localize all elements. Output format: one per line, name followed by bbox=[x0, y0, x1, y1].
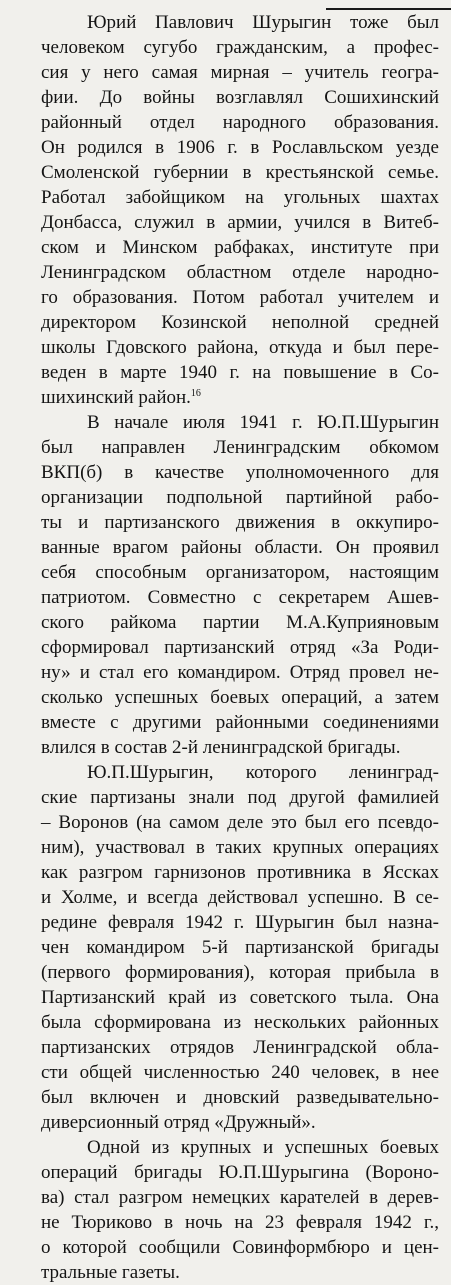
text-line bbox=[41, 1260, 439, 1285]
line-text: районный отдел народного образования. bbox=[41, 112, 439, 133]
text-line bbox=[41, 110, 439, 135]
line-text: ском и Минском рабфаках, институте при bbox=[41, 237, 439, 258]
paragraph-3 bbox=[41, 760, 439, 1135]
text-line bbox=[41, 610, 439, 635]
text-line bbox=[41, 1160, 439, 1185]
line-text: себя способным организатором, настоящим bbox=[41, 562, 439, 583]
line-text: Юрий Павлович Шурыгин тоже был bbox=[87, 12, 439, 33]
text-line bbox=[41, 735, 439, 760]
line-text: был включен и дновский разведывательно- bbox=[41, 1087, 439, 1108]
line-text: Одной из крупных и успешных боевых bbox=[87, 1137, 439, 1158]
text-line bbox=[41, 710, 439, 735]
line-text: чен командиром 5-й партизанской бригады bbox=[41, 937, 439, 958]
line-text: ты и партизанского движения в оккупиро- bbox=[41, 512, 439, 533]
line-text: сколько успешных боевых операций, а затем bbox=[41, 687, 439, 708]
line-text: диверсионный отряд «Дружный». bbox=[41, 1112, 316, 1133]
line-text: ним), участвовал в таких крупных операциях bbox=[41, 837, 439, 858]
line-text: партизанских отрядов Ленинградской обла- bbox=[41, 1037, 439, 1058]
line-text: человеком сугубо гражданским, а профес- bbox=[41, 37, 439, 58]
text-line bbox=[41, 1110, 439, 1135]
line-text: – Воронов (на самом деле это был его псевдо- bbox=[41, 812, 439, 833]
text-line bbox=[41, 760, 439, 785]
text-line bbox=[41, 310, 439, 335]
text-line bbox=[41, 335, 439, 360]
line-text: ского райкома партии М.А.Куприяновым bbox=[41, 612, 439, 633]
paragraph-4 bbox=[41, 1135, 439, 1285]
text-line bbox=[41, 410, 439, 435]
line-text: Ленинградском областном отделе народно- bbox=[41, 262, 439, 283]
line-text: влился в состав 2-й ленинградской бригады. bbox=[41, 737, 401, 758]
text-line bbox=[41, 1185, 439, 1210]
line-text: патриотом. Совместно с секретарем Ашев- bbox=[41, 587, 439, 608]
line-text: сти общей численностью 240 человек, в нее bbox=[41, 1062, 439, 1083]
line-text: Ю.П.Шурыгин, которого ленинград- bbox=[87, 762, 439, 783]
line-text: был направлен Ленинградским обкомом bbox=[41, 437, 439, 458]
text-line bbox=[41, 785, 439, 810]
line-text: операций бригады Ю.П.Шурыгина (Воронo- bbox=[41, 1162, 439, 1183]
text-line bbox=[41, 35, 439, 60]
text-line bbox=[41, 660, 439, 685]
line-text: ва) стал разгром немецких карателей в дерев- bbox=[41, 1187, 439, 1208]
text-line bbox=[41, 810, 439, 835]
line-text: редине февраля 1942 г. Шурыгин был назна- bbox=[41, 912, 439, 933]
text-line bbox=[41, 10, 439, 35]
line-text: Он родился в 1906 г. в Рославльском уезде bbox=[41, 137, 439, 158]
text-line bbox=[41, 260, 439, 285]
text-line bbox=[41, 185, 439, 210]
text-line bbox=[41, 885, 439, 910]
text-line bbox=[41, 935, 439, 960]
text-line bbox=[41, 485, 439, 510]
text-line bbox=[41, 560, 439, 585]
text-line bbox=[41, 460, 439, 485]
line-text: Донбасса, служил в армии, учился в Витеб- bbox=[41, 212, 439, 233]
line-text: как разгром гарнизонов противника в Яссках bbox=[41, 862, 439, 883]
line-text: ВКП(б) в качестве уполномоченного для bbox=[41, 462, 439, 483]
line-text: (первого формирования), которая прибыла в bbox=[41, 962, 439, 983]
text-line bbox=[41, 860, 439, 885]
line-text: ские партизаны знали под другой фамилией bbox=[41, 787, 439, 808]
line-text: В начале июля 1941 г. Ю.П.Шурыгин bbox=[87, 412, 439, 433]
line-text: о которой сообщили Совинформбюро и цен- bbox=[41, 1237, 439, 1258]
line-text: тральные газеты. bbox=[41, 1262, 180, 1283]
text-line bbox=[41, 635, 439, 660]
line-text: веден в марте 1940 г. на повышение в Со- bbox=[41, 362, 439, 383]
line-text: шихинский район. bbox=[41, 387, 191, 408]
line-text: не Тюриково в ночь на 23 февраля 1942 г., bbox=[41, 1212, 439, 1233]
line-text: была сформирована из нескольких районных bbox=[41, 1012, 439, 1033]
line-text: сия у него самая мирная – учитель геогра- bbox=[41, 62, 439, 83]
text-line bbox=[41, 285, 439, 310]
text-line bbox=[41, 1235, 439, 1260]
line-text: организации подпольной партийной рабо- bbox=[41, 487, 439, 508]
text-line bbox=[41, 135, 439, 160]
text-line bbox=[41, 360, 439, 385]
text-line bbox=[41, 510, 439, 535]
line-text: сформировал партизанский отряд «За Роди- bbox=[41, 637, 439, 658]
text-line bbox=[41, 585, 439, 610]
text-line bbox=[41, 960, 439, 985]
text-line bbox=[41, 535, 439, 560]
line-text: ну» и стал его командиром. Отряд провел не- bbox=[41, 662, 439, 683]
text-line bbox=[41, 235, 439, 260]
line-text: школы Гдовского района, откуда и был пере- bbox=[41, 337, 439, 358]
text-line bbox=[41, 685, 439, 710]
text-line bbox=[41, 835, 439, 860]
line-text: вместе с другими районными соединениями bbox=[41, 712, 439, 733]
text-line bbox=[41, 1060, 439, 1085]
line-text: и Холме, и всегда действовал успешно. В се- bbox=[41, 887, 439, 908]
line-text: го образования. Потом работал учителем и bbox=[41, 287, 439, 308]
line-text: Партизанский край из советского тыла. Она bbox=[41, 987, 439, 1008]
paragraph-2 bbox=[41, 410, 439, 760]
text-line bbox=[41, 1035, 439, 1060]
text-line bbox=[41, 1010, 439, 1035]
text-line bbox=[41, 435, 439, 460]
line-text: директором Козинской неполной средней bbox=[41, 312, 439, 333]
text-line bbox=[41, 210, 439, 235]
line-text: Смоленской губернии в крестьянской семье. bbox=[41, 162, 439, 183]
text-line bbox=[41, 985, 439, 1010]
line-text: Работал забойщиком на угольных шахтах bbox=[41, 187, 439, 208]
document-page bbox=[41, 10, 439, 1285]
text-line bbox=[41, 1210, 439, 1235]
text-line bbox=[41, 385, 439, 410]
text-line bbox=[41, 85, 439, 110]
text-line bbox=[41, 1135, 439, 1160]
text-line bbox=[41, 1085, 439, 1110]
text-line bbox=[41, 910, 439, 935]
text-line bbox=[41, 60, 439, 85]
line-text: фии. До войны возглавлял Сошихинский bbox=[41, 87, 439, 108]
paragraph-1 bbox=[41, 10, 439, 410]
line-text: ванные врагом районы области. Он проявил bbox=[41, 537, 439, 558]
text-line bbox=[41, 160, 439, 185]
footnote-marker: 16 bbox=[190, 388, 201, 399]
